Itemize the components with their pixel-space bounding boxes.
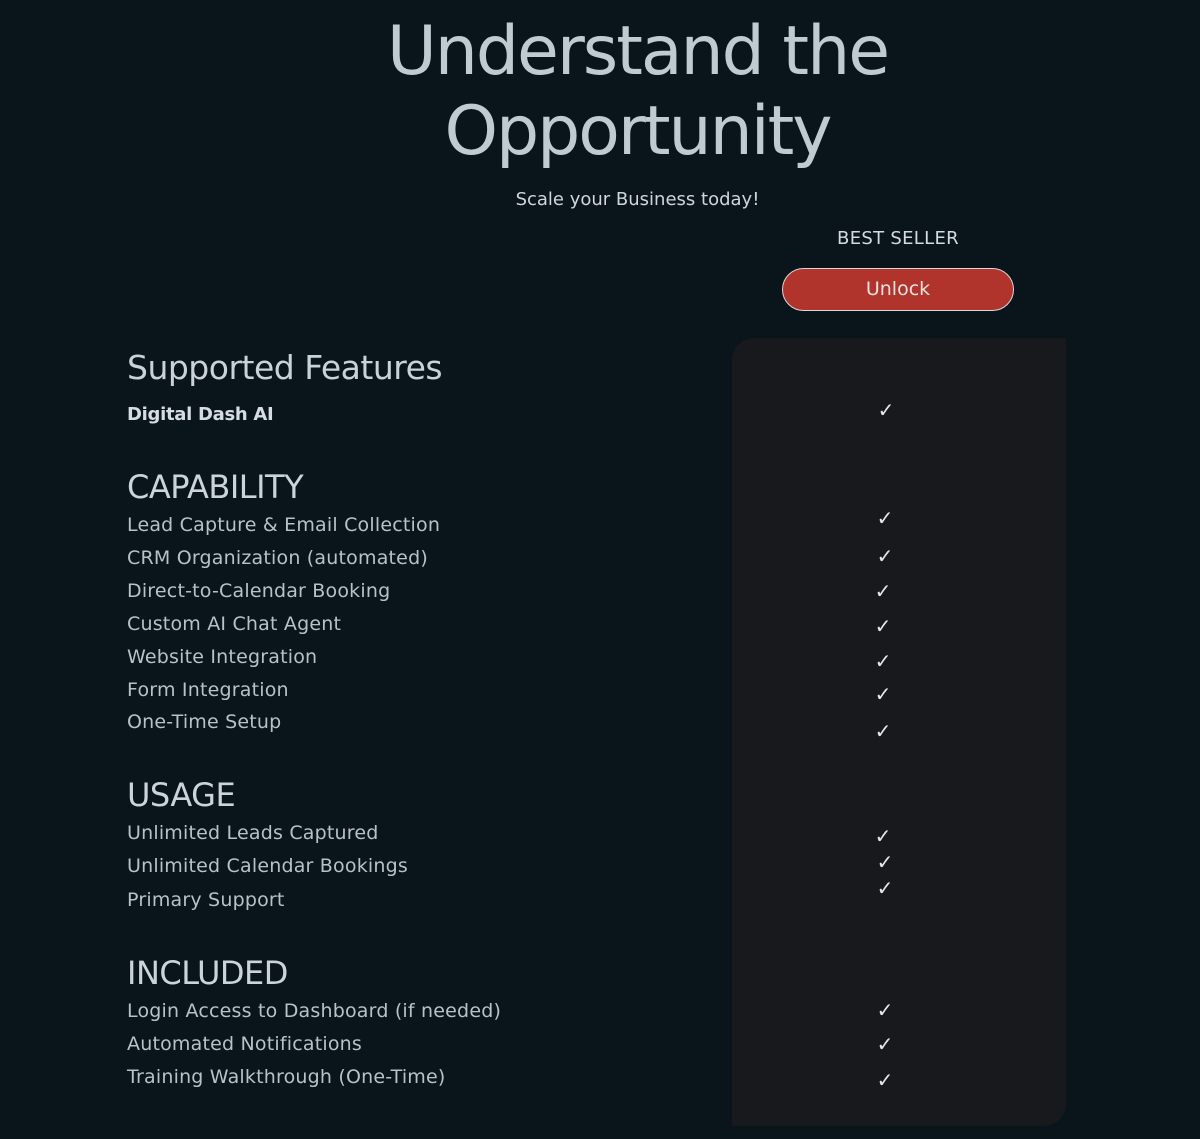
feature-label: Primary Support xyxy=(127,889,285,911)
feature-label: Custom AI Chat Agent xyxy=(127,613,342,635)
check-icon: ✓ xyxy=(874,649,892,673)
hero-title xyxy=(0,12,1200,172)
hero-title-line-2: Opportunity xyxy=(444,92,831,171)
feature-label: Form Integration xyxy=(127,679,289,701)
check-icon: ✓ xyxy=(876,998,894,1022)
hero-title-line-1: Understand the xyxy=(386,12,889,91)
feature-label: CRM Organization (automated) xyxy=(127,547,428,569)
check-icon: ✓ xyxy=(876,876,894,900)
feature-label: Direct-to-Calendar Booking xyxy=(127,580,391,602)
feature-label: Automated Notifications xyxy=(127,1033,363,1055)
check-icon: ✓ xyxy=(876,1068,894,1092)
check-icon: ✓ xyxy=(876,1032,894,1056)
check-icon: ✓ xyxy=(874,614,892,638)
unlock-button[interactable]: Unlock xyxy=(782,268,1014,311)
best-seller-badge: BEST SELLER xyxy=(837,228,959,249)
feature-label: Training Walkthrough (One-Time) xyxy=(127,1066,446,1088)
feature-label: Website Integration xyxy=(127,646,318,668)
section-heading-included: INCLUDED xyxy=(127,954,288,992)
check-icon: ✓ xyxy=(876,544,894,568)
hero-subtitle: Scale your Business today! xyxy=(515,189,760,210)
check-icon: ✓ xyxy=(874,824,892,848)
check-icon: ✓ xyxy=(874,719,892,743)
check-icon: ✓ xyxy=(876,850,894,874)
product-check-icon: ✓ xyxy=(877,398,895,422)
section-heading-usage: USAGE xyxy=(127,776,236,814)
feature-label: Unlimited Leads Captured xyxy=(127,822,379,844)
check-icon: ✓ xyxy=(874,579,892,603)
check-icon: ✓ xyxy=(874,682,892,706)
feature-label: Login Access to Dashboard (if needed) xyxy=(127,1000,502,1022)
product-name: Digital Dash AI xyxy=(127,404,274,425)
feature-label: Lead Capture & Email Collection xyxy=(127,514,441,536)
check-icon: ✓ xyxy=(876,506,894,530)
features-title: Supported Features xyxy=(127,348,443,387)
plan-column-panel xyxy=(732,338,1066,1126)
section-heading-capability: CAPABILITY xyxy=(127,468,304,506)
feature-label: One-Time Setup xyxy=(127,711,282,733)
feature-label: Unlimited Calendar Bookings xyxy=(127,855,408,877)
